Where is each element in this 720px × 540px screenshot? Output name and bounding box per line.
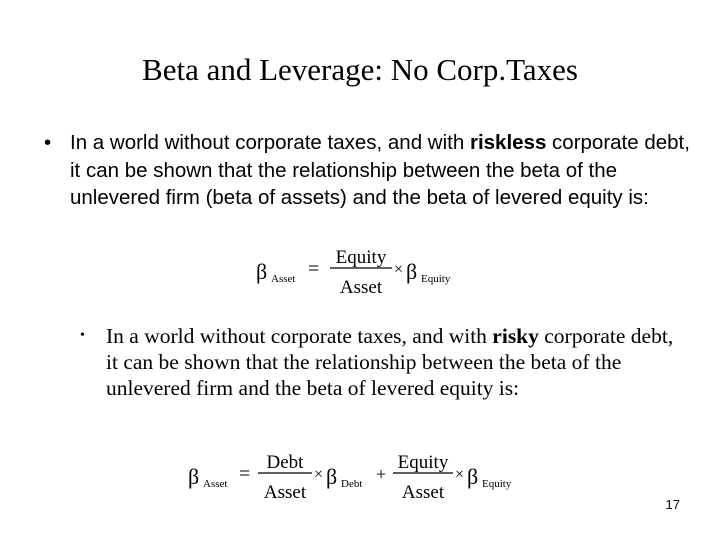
fraction-numerator: Equity [335, 247, 387, 268]
bullet-emphasis: risky [492, 324, 539, 348]
bullet-marker: • [80, 328, 85, 343]
bullet-text-start: In a world without corporate taxes, and with [70, 131, 470, 154]
bullet-text [106, 323, 676, 401]
fraction-denominator: Asset [401, 482, 445, 503]
fraction-numerator: Debt [266, 452, 304, 473]
times-sign: × [314, 466, 324, 483]
fraction-numerator: Equity [397, 452, 449, 473]
fraction-denominator: Asset [339, 277, 383, 298]
equation-riskless-debt [250, 236, 470, 302]
beta-symbol: β [256, 259, 268, 284]
beta-symbol: β [326, 464, 338, 489]
bullet-text-end: corporate debt, it can be shown that the relationship between the beta of the unlevered firm and the beta of levered equity is: [106, 324, 674, 400]
bullet-marker: • [44, 131, 52, 154]
rhs-subscript: Equity [421, 273, 451, 285]
beta-symbol: β [406, 259, 418, 284]
fraction-denominator: Asset [263, 482, 307, 503]
times-sign: × [394, 261, 404, 278]
equals-sign: = [308, 258, 320, 280]
equation-risky-debt [182, 440, 532, 508]
bullet-emphasis: riskless [469, 131, 547, 154]
term2-subscript: Equity [482, 478, 512, 490]
slide-title: Beta and Leverage: No Corp.Taxes [142, 52, 578, 87]
beta-symbol: β [188, 464, 200, 489]
lhs-subscript: Asset [203, 478, 228, 490]
lhs-subscript: Asset [271, 273, 296, 285]
bullet-text [70, 129, 694, 212]
plus-sign: + [376, 464, 387, 484]
times-sign: × [455, 466, 465, 483]
bullet-text-end: corporate debt, it can be shown that the relationship between the beta of the unlevered firm (beta of assets) and the beta of levered equity is: [70, 131, 690, 209]
equals-sign: = [239, 463, 251, 485]
bullet-text-start: In a world without corporate taxes, and with [106, 324, 493, 348]
page-number: 17 [665, 497, 680, 512]
beta-symbol: β [467, 464, 479, 489]
term1-subscript: Debt [341, 478, 363, 490]
